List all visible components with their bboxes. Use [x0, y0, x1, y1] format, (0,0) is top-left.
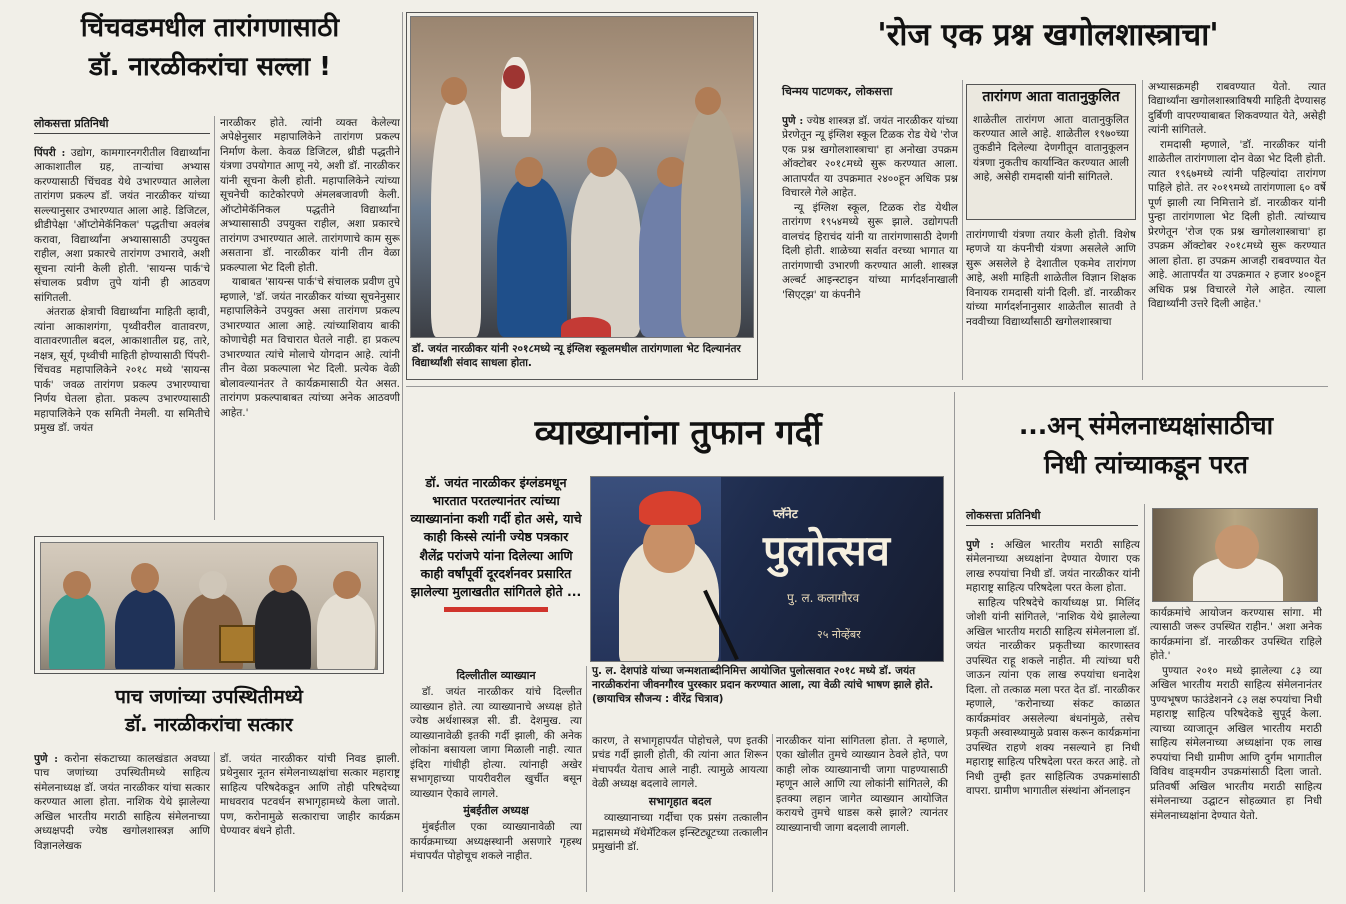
pulotsav-photo: [590, 476, 944, 662]
intro-accent-bar: [444, 607, 548, 612]
story5-column-2: [220, 752, 400, 892]
banner-date: २५ नोव्हेंबर: [817, 628, 861, 641]
story5-headline-line2: डॉ. नारळीकरांचा सत्कार: [125, 713, 293, 736]
story1-col1-p1: उद्योग, कामगारनगरीतील विद्यार्थ्यांना आकाशातील ग्रह, ताऱ्यांचा अभ्यास करण्यासाठी चिंचवड येथे उभारण्यात आलेला तारांगण प्रकल्प डॉ. जयंत नारळीकर यांच्या सल्ल्यानुसार उभारण्यात आला आहे. डिजिटल, थ्रीडीपेक्षा 'ऑप्टोमेकॅनिकल' पद्धतीचा अवलंब करावा, विद्यार्थ्यांना अभ्यासासाठी उपयुक्त राहील, अशा प्रकारचे तारांगण उभारावे, अशी सूचना त्यांनी केली होती. 'सायन्स पार्क'चे संचालक प्रवीण तुपे यांनी ही आठवण सांगितली.: [34, 147, 210, 304]
story4-col2-p1: कार्यक्रमांचे आयोजन करण्यास सांगा. मी त्यासाठी जरूर उपस्थित राहीन.' अशा अनेक कार्यक्रमांना डॉ. नारळीकर उपस्थित राहिले होते.': [1150, 607, 1322, 663]
story2-sidebar-box: [966, 84, 1136, 220]
column-divider: [1144, 504, 1145, 892]
story4-col1-p2: साहित्य परिषदेचे कार्याध्यक्ष प्रा. मिलिंद जोशी यांनी सांगितले, 'नाशिक येथे झालेल्या अखिल भारतीय मराठी साहित्य संमेलनाला डॉ. जयंत नारळीकर प्रकृतीच्या कारणास्तव उपस्थित राहू शकले नाहीत. मी त्यांच्या घरी जाऊन त्यांना एक लाख रुपयांचा धनादेश दिला. तो तत्काळ मला परत देत डॉ. नारळीकर म्हणाले, 'करोनाच्या संकट काळात कार्यक्रमांवर असलेल्या बंधनांमुळे, तसेच प्रकृती अस्वास्थ्यामुळे प्रवास करून कार्यक्रमांना उपस्थित राहणे शक्य नसल्याने हा निधी महाराष्ट्र साहित्य परिषदेला परत करत आहे. तो निधी तुम्ही इतर साहित्यिक उपक्रमांसाठी वापरा. ग्रामीण भागातील संस्थांना ऑनलाइन: [966, 596, 1140, 798]
story3-col2-p1: कारण, ते सभागृहापर्यंत पोहोचले, पण इतकी प्रचंड गर्दी झाली होती, की त्यांना आत शिरून मंचापर्यंत येताच आले नाही. त्यामुळे आयत्या वेळी अध्यक्ष बदलावे लागले.: [592, 735, 768, 791]
story2-byline: चिन्मय पाटणकर, लोकसत्ता: [782, 85, 893, 98]
story4-byline: लोकसत्ता प्रतिनिधी: [966, 508, 1138, 526]
story5-headline-line1: पाच जणांच्या उपस्थितीमध्ये: [115, 686, 303, 708]
planetarium-visit-photo: [410, 16, 754, 338]
story3-sub-delhi: दिल्लीतील व्याख्यान: [456, 669, 536, 682]
story2-column-3: [1148, 80, 1326, 380]
story1-byline: लोकसत्ता प्रतिनिधी: [34, 116, 210, 134]
column-divider: [954, 392, 955, 892]
story3-col1-p1: डॉ. जयंत नारळीकर यांचे दिल्लीत व्याख्यान होते. त्या व्याख्यानाचे अध्यक्ष होते ज्येष्ठ अर्थशास्त्रज्ञ सी. डी. देशमुख. त्या व्याख्यानावेळी इतकी गर्दी झाली, की अनेक लोकांना बसायला जागा मिळाली नाही. त्यात इंदिरा गांधीही होत्या. त्यांनाही अखेर सभागृहाच्या पायरीवरील खुर्चीत बसून व्याख्यान ऐकावे लागले.: [410, 686, 582, 800]
story1-column-2: [220, 116, 400, 520]
story4-headline-line2: निधी त्यांच्याकडून परत: [1044, 450, 1248, 480]
story1-column-1: [34, 146, 210, 520]
story3-headline: व्याख्यानांना तुफान गर्दी: [534, 413, 822, 453]
column-divider: [772, 734, 773, 892]
column-divider: [214, 752, 215, 892]
banner-small-text: प्लॅनेट: [773, 507, 798, 521]
story3-column-2: [592, 734, 768, 892]
story5-headline: [34, 686, 384, 738]
column-divider: [962, 80, 963, 380]
column-divider: [586, 666, 587, 892]
speaker-head: [643, 517, 695, 573]
story4-col2-p2: पुण्यात २०१० मध्ये झालेल्या ८३ व्या अखिल भारतीय मराठी साहित्य संमेलनानंतर पुण्यभूषण फाउंडेशनने ८३ लक्ष रुपयांचा निधी महाराष्ट्र साहित्य परिषदेकडे सुपूर्द केला. त्याच्या व्याजातून अखिल भारतीय मराठी साहित्य संमेलनाच्या अध्यक्षांना एक लाख रुपयांचा निधी ग्रामीण आणि दुर्गम भागातील विविध वाङ्‌मयीन उपक्रमांसाठी दिला जातो. प्रतिवर्षी अखिल भारतीय मराठी साहित्य संमेलनाच्या उद्घाटन सोहळ्यात हा निधी संमेलनाध्यक्षांना देण्यात येतो.: [1150, 664, 1322, 822]
story3-sub-mumbai: मुंबईतील अध्यक्ष: [463, 804, 529, 818]
story2-place: पुणे :: [782, 115, 804, 127]
story2-col1-p2: न्यू इंग्लिश स्कूल, टिळक रोड येथील तारांगण १९५४मध्ये सुरू झाले. उद्योगपती वालचंद हिराचंद यांनी या तारांगणासाठी देणगी दिली होती. शाळेच्या सर्वात वरच्या भागात या तारांगणाची उभारणी करण्यात आली. शास्त्रज्ञ अल्बर्ट आइन्स्टाइन यांच्या मार्गदर्शनाखाली 'सिएट्झ' या कंपनीने: [782, 201, 958, 301]
story2-col2-p1: तारांगणाची यंत्रणा तयार केली होती. विशेष म्हणजे या कंपनीची यंत्रणा असलेले आणि सुरू असलेले हे देशातील एकमेव तारांगण आहे, अशी माहिती शाळेतील विज्ञान शिक्षक विनायक रामदासी यांनी दिली. डॉ. नारळीकर यांच्या मार्गदर्शनानुसार शाळेतील सातवी ते नववीच्या विद्यार्थ्यांसाठी खगोलशास्त्राचा: [966, 229, 1136, 328]
story5-column-1: [34, 752, 210, 892]
story4-col1-p1: अखिल भारतीय मराठी साहित्य संमेलनाच्या अध्यक्षांना देण्यात येणारा एक लाख रुपयांचा निधी डॉ. जयंत नारळीकर यांनी महाराष्ट्र साहित्य परिषदेला परत केला होता.: [966, 539, 1140, 595]
pulotsav-caption: पु. ल. देशपांडे यांच्या जन्मशताब्दीनिमित्त आयोजित पुलोत्सवात २०१८ मध्ये डॉ. जयंत नारळीकरांना जीवनगौरव पुरस्कार प्रदान करण्यात आला, त्या वेळी त्यांचे भाषण झाले होते. (छायाचित्र सौजन्य : वीरेंद्र चित्राव): [592, 665, 934, 706]
story4-column-2: [1150, 606, 1322, 892]
story1-col2-p2: याबाबत 'सायन्स पार्क'चे संचालक प्रवीण तुपे म्हणाले, 'डॉ. जयंत नारळीकर यांच्या सूचनेनुसार महापालिकेने उपयुक्त असा तारांगण प्रकल्प उभारण्यात आला आहे. त्यांच्याशिवाय बाकी कोणाचेही मत विचारात घेतले नाही. हा प्रकल्प उभारण्यात त्यांचे मोलाचे योगदान आहे. त्यांनी तीन वेळा प्रकल्पाला भेट दिली. प्रत्येक वेळी बोलावल्यानंतर ते कार्यक्रमासाठी येत असत. तारांगण प्रकल्पाबाबत त्यांच्या अनेक आठवणी आहेत.': [220, 276, 400, 419]
story2-col3-p2: रामदासी म्हणाले, 'डॉ. नारळीकर यांनी शाळेतील तारांगणाला दोन वेळा भेट दिली होती. त्यात १९६७मध्ये त्यांनी पहिल्यांदा तारांगण पाहिले होते. तर २०१९मध्ये तारांगणाला ६० वर्षे पूर्ण झाली त्या निमित्ताने डॉ. नारळीकर यांनी पुन्हा तारांगणाला भेट दिली होती. त्यांच्याच प्रेरणेतून 'रोज एक प्रश्न खगोलशास्त्राचा' हा उपक्रम ऑक्टोबर २०१८मध्ये सुरू करण्यात आला होता. हा उपक्रम आजही राबवण्यात येत आहे. आतापर्यंत या उपक्रमात २ हजार ४००हून अधिक प्रश्न विचारले गेले आहेत. त्याला विद्यार्थ्यांनी उत्तरे दिली आहेत.': [1148, 138, 1326, 311]
story3-column-3: [776, 734, 948, 892]
story3-intro: डॉ. जयंत नारळीकर इंग्लंडमधून भारतात परतल्यानंतर त्यांच्या व्याख्यानांना कशी गर्दी होत असे, याचे काही किस्से त्यांनी ज्येष्ठ पत्रकार शैलेंद्र परांजपे यांना दिलेल्या आणि काही वर्षांपूर्वी दूरदर्शनवर प्रसारित झालेल्या मुलाखतीत सांगितले होते ...: [410, 474, 582, 612]
story3-sub-hall: सभागृहात बदल: [648, 794, 712, 808]
story5-col2-p1: डॉ. जयंत नारळीकर यांची निवड झाली. प्रथेनुसार नूतन संमेलनाध्यक्षांचा सत्कार महाराष्ट्र साहित्य परिषदेकडून आणि तोही परिषदेच्या माधवराव पटवर्धन सभागृहामध्ये केला जातो. पण, करोनामुळे सत्काराचा जाहीर कार्यक्रम घेण्यावर बंधने होती.: [220, 753, 400, 838]
story3-col1-p2: मुंबईतील एका व्याख्यानावेळी त्या कार्यक्रमाच्या अध्यक्षस्थानी असणारे गृहस्थ मंचापर्यंत पोहोचूच शकले नाहीत.: [410, 821, 582, 863]
story2-box-text: शाळेतील तारांगण आता वातानुकुलित करण्यात आले आहे. शाळेतील १९७०च्या तुकडीने दिलेल्या देणगीतून वातानुकूलन यंत्रणा नुकतीच कार्यान्वित करण्यात आली आहे, असेही रामदासी यांनी सांगितले.: [973, 113, 1129, 184]
story4-column-1: [966, 538, 1140, 892]
story1-place: पिंपरी :: [34, 147, 66, 159]
column-divider: [214, 116, 215, 520]
photo1-caption: डॉ. जयंत नारळीकर यांनी २०१८मध्ये न्यू इंग्लिश स्कूलमधील तारांगणाला भेट दिल्यानंतर विद्यार्थ्यांशी संवाद साधला होता.: [412, 343, 741, 370]
narlikar-portrait-photo: [1152, 508, 1318, 602]
story2-box-title: तारांगण आता वातानुकुलित: [982, 89, 1120, 105]
story4-headline-line1: ...अन् संमेलनाध्यक्षांसाठीचा: [1018, 411, 1274, 440]
story4-headline: [960, 410, 1332, 481]
story1-headline: [20, 12, 400, 83]
story1-col1-p2: अंतराळ क्षेत्राची विद्यार्थ्यांना माहिती व्हावी, त्यांना आकाशगंगा, पृथ्वीवरील वातावरण, वातावरणातील बदल, आकाशातील ग्रह, तारे, नक्षत्र, सूर्य, पृथ्वीची माहिती होण्यासाठी पिंपरी-चिंचवड महापालिकेने २०१८ मध्ये 'सायन्स पार्क' जवळ तारांगण प्रकल्प उभारण्याचा निर्णय घेतला होता. प्रकल्प उभारण्यासाठी महापालिकेने एक समिती नेमली. या समितीचे प्रमुख डॉ. जयंत: [34, 306, 210, 435]
banner-subtitle: पु. ल. कलागौरव: [787, 591, 860, 605]
story2-column-2: [966, 228, 1136, 380]
story3-col2-p2: व्याख्यानाच्या गर्दीचा एक प्रसंग तत्कालीन मद्रासमध्ये मॅथेमॅटिकल इन्स्टिट्यूटच्या तत्कालीन प्रमुखांनी डॉ.: [592, 812, 768, 854]
story2-column-1: [782, 114, 958, 380]
story1-headline-line2: डॉ. नारळीकरांचा सल्ला !: [88, 51, 332, 82]
story3-col3-p1: नारळीकर यांना सांगितला होता. ते म्हणाले, एका खोलीत तुमचे व्याख्यान ठेवले होते, पण काही लोक व्याख्यानाची जागा पाहण्यासाठी म्हणून आले आणि त्या लोकांनी सांगितले, की इतक्या लहान जागेत व्याख्यान आयोजित करायचे तुमचे धाडस कसे झाले? त्यानंतर व्याख्यानाची जागा बदलावी लागली.: [776, 735, 948, 834]
story4-place: पुणे :: [966, 539, 994, 551]
column-divider: [402, 12, 403, 892]
story1-col2-p1: नारळीकर होते. त्यांनी व्यक्त केलेल्या अपेक्षेनुसार महापालिकेने तारांगण प्रकल्प निर्माण केला. केवळ डिजिटल, थ्रीडी पद्धतीने यंत्रणा उपयोगात आणू नये, अशी डॉ. नारळीकर यांनी सूचना केली होती. महापालिकेने त्यांच्या सूचनेची काटेकोरपणे अंमलबजावणी केली. ऑप्टोमेकॅनिकल पद्धतीने विद्यार्थ्यांना अभ्यासासाठी उपयुक्त राहील, अशा प्रकारचे तारांगण उभारण्यात आले. तारांगणाचे काम सुरू असताना डॉ. नारळीकर यांनी तीन वेळा प्रकल्पाला भेट दिली होती.: [220, 117, 400, 274]
story5-place: पुणे :: [34, 753, 59, 765]
story1-headline-line1: चिंचवडमधील तारांगणासाठी: [80, 13, 340, 43]
story2-col1-p1: ज्येष्ठ शास्त्रज्ञ डॉ. जयंत नारळीकर यांच्या प्रेरणेतून न्यू इंग्लिश स्कूल टिळक रोड येथे 'रोज एक प्रश्न खगोलशास्त्राचा' हा अनोखा उपक्रम ऑक्टोबर २०१८मध्ये सुरू करण्यात आला. आतापर्यंत या उपक्रमात २४००हून अधिक प्रश्न विचारले गेले आहेत.: [782, 115, 958, 200]
story2-headline: 'रोज एक प्रश्न खगोलशास्त्राचा': [877, 17, 1219, 53]
story2-col3-p1: अभ्यासक्रमही राबवण्यात येतो. त्यात विद्यार्थ्यांना खगोलशास्त्राविषयी माहिती देण्यासह दुर्बिणी वापरण्याबाबत शिकवण्यात येते, असेही त्यांनी सांगितले.: [1148, 81, 1326, 137]
column-divider: [1142, 80, 1143, 380]
story3-column-1: [410, 666, 582, 892]
felicitation-photo: [40, 542, 378, 670]
banner-title: पुलोत्सव: [763, 526, 890, 575]
section-divider: [406, 386, 1328, 387]
story5-col1-p1: करोना संकटाच्या कालखंडात अवघ्या पाच जणांच्या उपस्थितीमध्ये साहित्य संमेलनाध्यक्ष डॉ. जयंत नारळीकर यांचा सत्कार करण्यात आला होता. नाशिक येथे झालेल्या अखिल भारतीय मराठी साहित्य संमेलनाच्या अध्यक्षपदी ज्येष्ठ खगोलशास्त्रज्ञ आणि विज्ञानलेखक: [34, 753, 210, 852]
